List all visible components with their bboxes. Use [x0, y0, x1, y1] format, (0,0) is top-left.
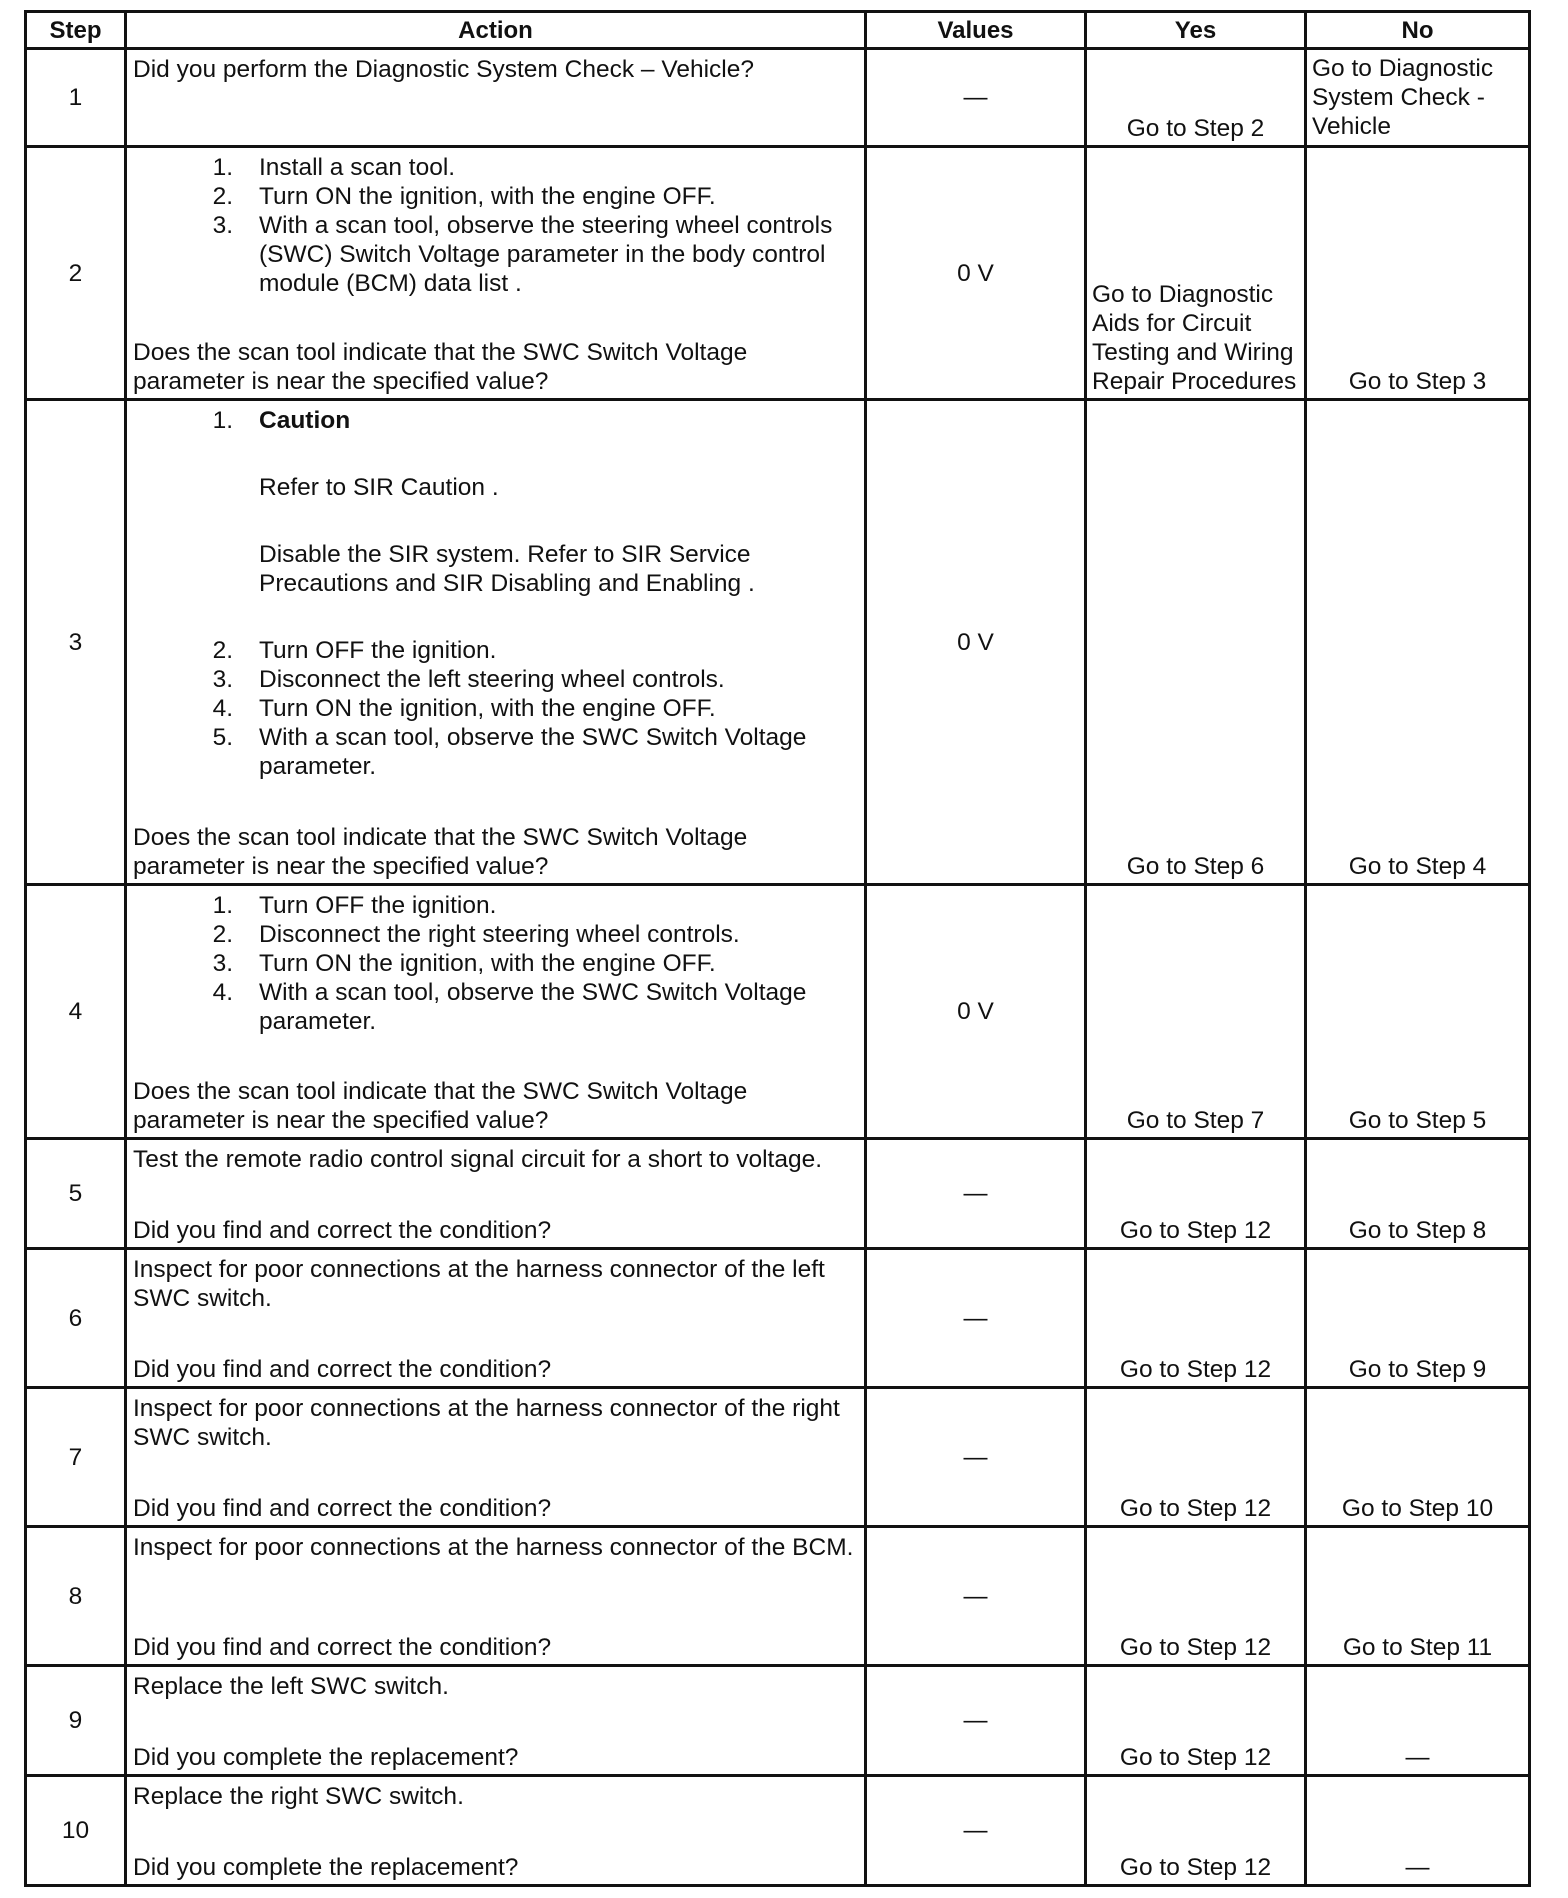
yes-cell: Go to Diagnostic Aids for Circuit Testing and Wiring Repair Procedures — [1086, 147, 1306, 400]
yes-cell: Go to Step 12 — [1086, 1776, 1306, 1886]
yes-cell: Go to Step 2 — [1086, 49, 1306, 147]
no-cell: Go to Step 11 — [1306, 1527, 1530, 1666]
value-cell: — — [866, 1776, 1086, 1886]
no-cell: Go to Step 4 — [1306, 400, 1530, 885]
table-row — [26, 1776, 1530, 1886]
step-number: 9 — [26, 1666, 126, 1776]
list-item: 4. With a scan tool, observe the SWC Switch Voltage parameter. — [212, 979, 807, 1035]
yes-cell: Go to Step 12 — [1086, 1527, 1306, 1666]
action-steps — [133, 891, 858, 1036]
action-question: Did you find and correct the condition? — [133, 1634, 552, 1661]
value-cell: — — [866, 1139, 1086, 1249]
step-number: 7 — [26, 1388, 126, 1527]
header-yes: Yes — [1086, 12, 1306, 49]
action-cell — [126, 1249, 866, 1388]
no-cell: — — [1306, 1776, 1530, 1886]
header-no: No — [1306, 12, 1530, 49]
list-item: 5. With a scan tool, observe the SWC Switch Voltage parameter. — [212, 724, 807, 780]
header-row — [26, 12, 1530, 49]
step-number: 6 — [26, 1249, 126, 1388]
yes-cell: Go to Step 12 — [1086, 1388, 1306, 1527]
action-cell — [126, 49, 866, 147]
diagnostic-table — [24, 10, 1531, 1887]
table-row — [26, 1666, 1530, 1776]
no-cell: Go to Diagnostic System Check - Vehicle — [1306, 49, 1530, 147]
action-text: Inspect for poor connections at the harness connector of the right SWC switch. — [133, 1395, 840, 1451]
action-text: Inspect for poor connections at the harness connector of the BCM. — [133, 1534, 854, 1561]
list-item: 3. Turn ON the ignition, with the engine OFF. — [212, 950, 716, 977]
table-row — [26, 1388, 1530, 1527]
value-cell: — — [866, 1249, 1086, 1388]
action-question: Does the scan tool indicate that the SWC Switch Voltage parameter is near the specified value? — [133, 339, 748, 395]
step-number: 4 — [26, 885, 126, 1139]
yes-cell: Go to Step 12 — [1086, 1139, 1306, 1249]
action-cell — [126, 1388, 866, 1527]
yes-cell: Go to Step 12 — [1086, 1249, 1306, 1388]
value-cell: — — [866, 1388, 1086, 1527]
header-values: Values — [866, 12, 1086, 49]
action-cell — [126, 400, 866, 885]
no-cell: Go to Step 3 — [1306, 147, 1530, 400]
list-item: 1. Caution — [133, 406, 858, 435]
action-text: Replace the left SWC switch. — [133, 1673, 449, 1700]
action-steps — [133, 153, 858, 298]
yes-cell: Go to Step 12 — [1086, 1666, 1306, 1776]
list-item: 1. Turn OFF the ignition. — [212, 892, 497, 919]
no-cell: Go to Step 10 — [1306, 1388, 1530, 1527]
table-row — [26, 1139, 1530, 1249]
list-item: 3. With a scan tool, observe the steering wheel controls (SWC) Switch Voltage parameter in the body control module (BCM) data list . — [212, 212, 833, 297]
step-number: 8 — [26, 1527, 126, 1666]
value-cell: — — [866, 1527, 1086, 1666]
step-number: 3 — [26, 400, 126, 885]
action-cell — [126, 1527, 866, 1666]
no-cell: Go to Step 8 — [1306, 1139, 1530, 1249]
action-question: Did you find and correct the condition? — [133, 1495, 552, 1522]
step-number: 1 — [26, 49, 126, 147]
value-cell: 0 V — [866, 885, 1086, 1139]
action-question: Did you perform the Diagnostic System Check – Vehicle? — [133, 56, 754, 83]
action-question: Did you complete the replacement? — [133, 1744, 519, 1771]
list-item: 4. Turn ON the ignition, with the engine OFF. — [212, 695, 716, 722]
list-item: 2. Turn ON the ignition, with the engine OFF. — [212, 183, 716, 210]
header-step: Step — [26, 12, 126, 49]
caution-title: Caution — [259, 407, 351, 434]
yes-cell: Go to Step 6 — [1086, 400, 1306, 885]
caution-step — [133, 406, 858, 435]
action-cell — [126, 885, 866, 1139]
no-cell: — — [1306, 1666, 1530, 1776]
no-cell: Go to Step 5 — [1306, 885, 1530, 1139]
list-item: 2. Disconnect the right steering wheel controls. — [212, 921, 740, 948]
action-cell — [126, 147, 866, 400]
value-cell: 0 V — [866, 400, 1086, 885]
action-text: Test the remote radio control signal circuit for a short to voltage. — [133, 1146, 823, 1173]
table-row — [26, 147, 1530, 400]
caution-reference: Refer to SIR Caution . — [259, 474, 499, 501]
action-cell — [126, 1776, 866, 1886]
value-cell: 0 V — [866, 147, 1086, 400]
step-number: 2 — [26, 147, 126, 400]
action-question: Did you find and correct the condition? — [133, 1356, 552, 1383]
step-number: 5 — [26, 1139, 126, 1249]
action-cell — [126, 1666, 866, 1776]
list-item: 1. Install a scan tool. — [212, 154, 456, 181]
action-cell — [126, 1139, 866, 1249]
table-row — [26, 885, 1530, 1139]
action-question: Does the scan tool indicate that the SWC Switch Voltage parameter is near the specified value? — [133, 1078, 748, 1134]
table-row — [26, 1527, 1530, 1666]
action-question: Does the scan tool indicate that the SWC Switch Voltage parameter is near the specified value? — [133, 824, 748, 880]
table-row — [26, 400, 1530, 885]
action-question: Did you find and correct the condition? — [133, 1217, 552, 1244]
action-text: Replace the right SWC switch. — [133, 1783, 464, 1810]
table-row — [26, 49, 1530, 147]
value-cell: — — [866, 1666, 1086, 1776]
header-action: Action — [126, 12, 866, 49]
step-number: 10 — [26, 1776, 126, 1886]
table-row — [26, 1249, 1530, 1388]
no-cell: Go to Step 9 — [1306, 1249, 1530, 1388]
list-item: 3. Disconnect the left steering wheel controls. — [212, 666, 725, 693]
caution-text: Disable the SIR system. Refer to SIR Service Precautions and SIR Disabling and Enabling . — [259, 541, 755, 597]
value-cell: — — [866, 49, 1086, 147]
action-text: Inspect for poor connections at the harness connector of the left SWC switch. — [133, 1256, 825, 1312]
yes-cell: Go to Step 7 — [1086, 885, 1306, 1139]
action-steps — [133, 636, 858, 781]
action-question: Did you complete the replacement? — [133, 1854, 519, 1881]
list-item: 2. Turn OFF the ignition. — [212, 637, 497, 664]
